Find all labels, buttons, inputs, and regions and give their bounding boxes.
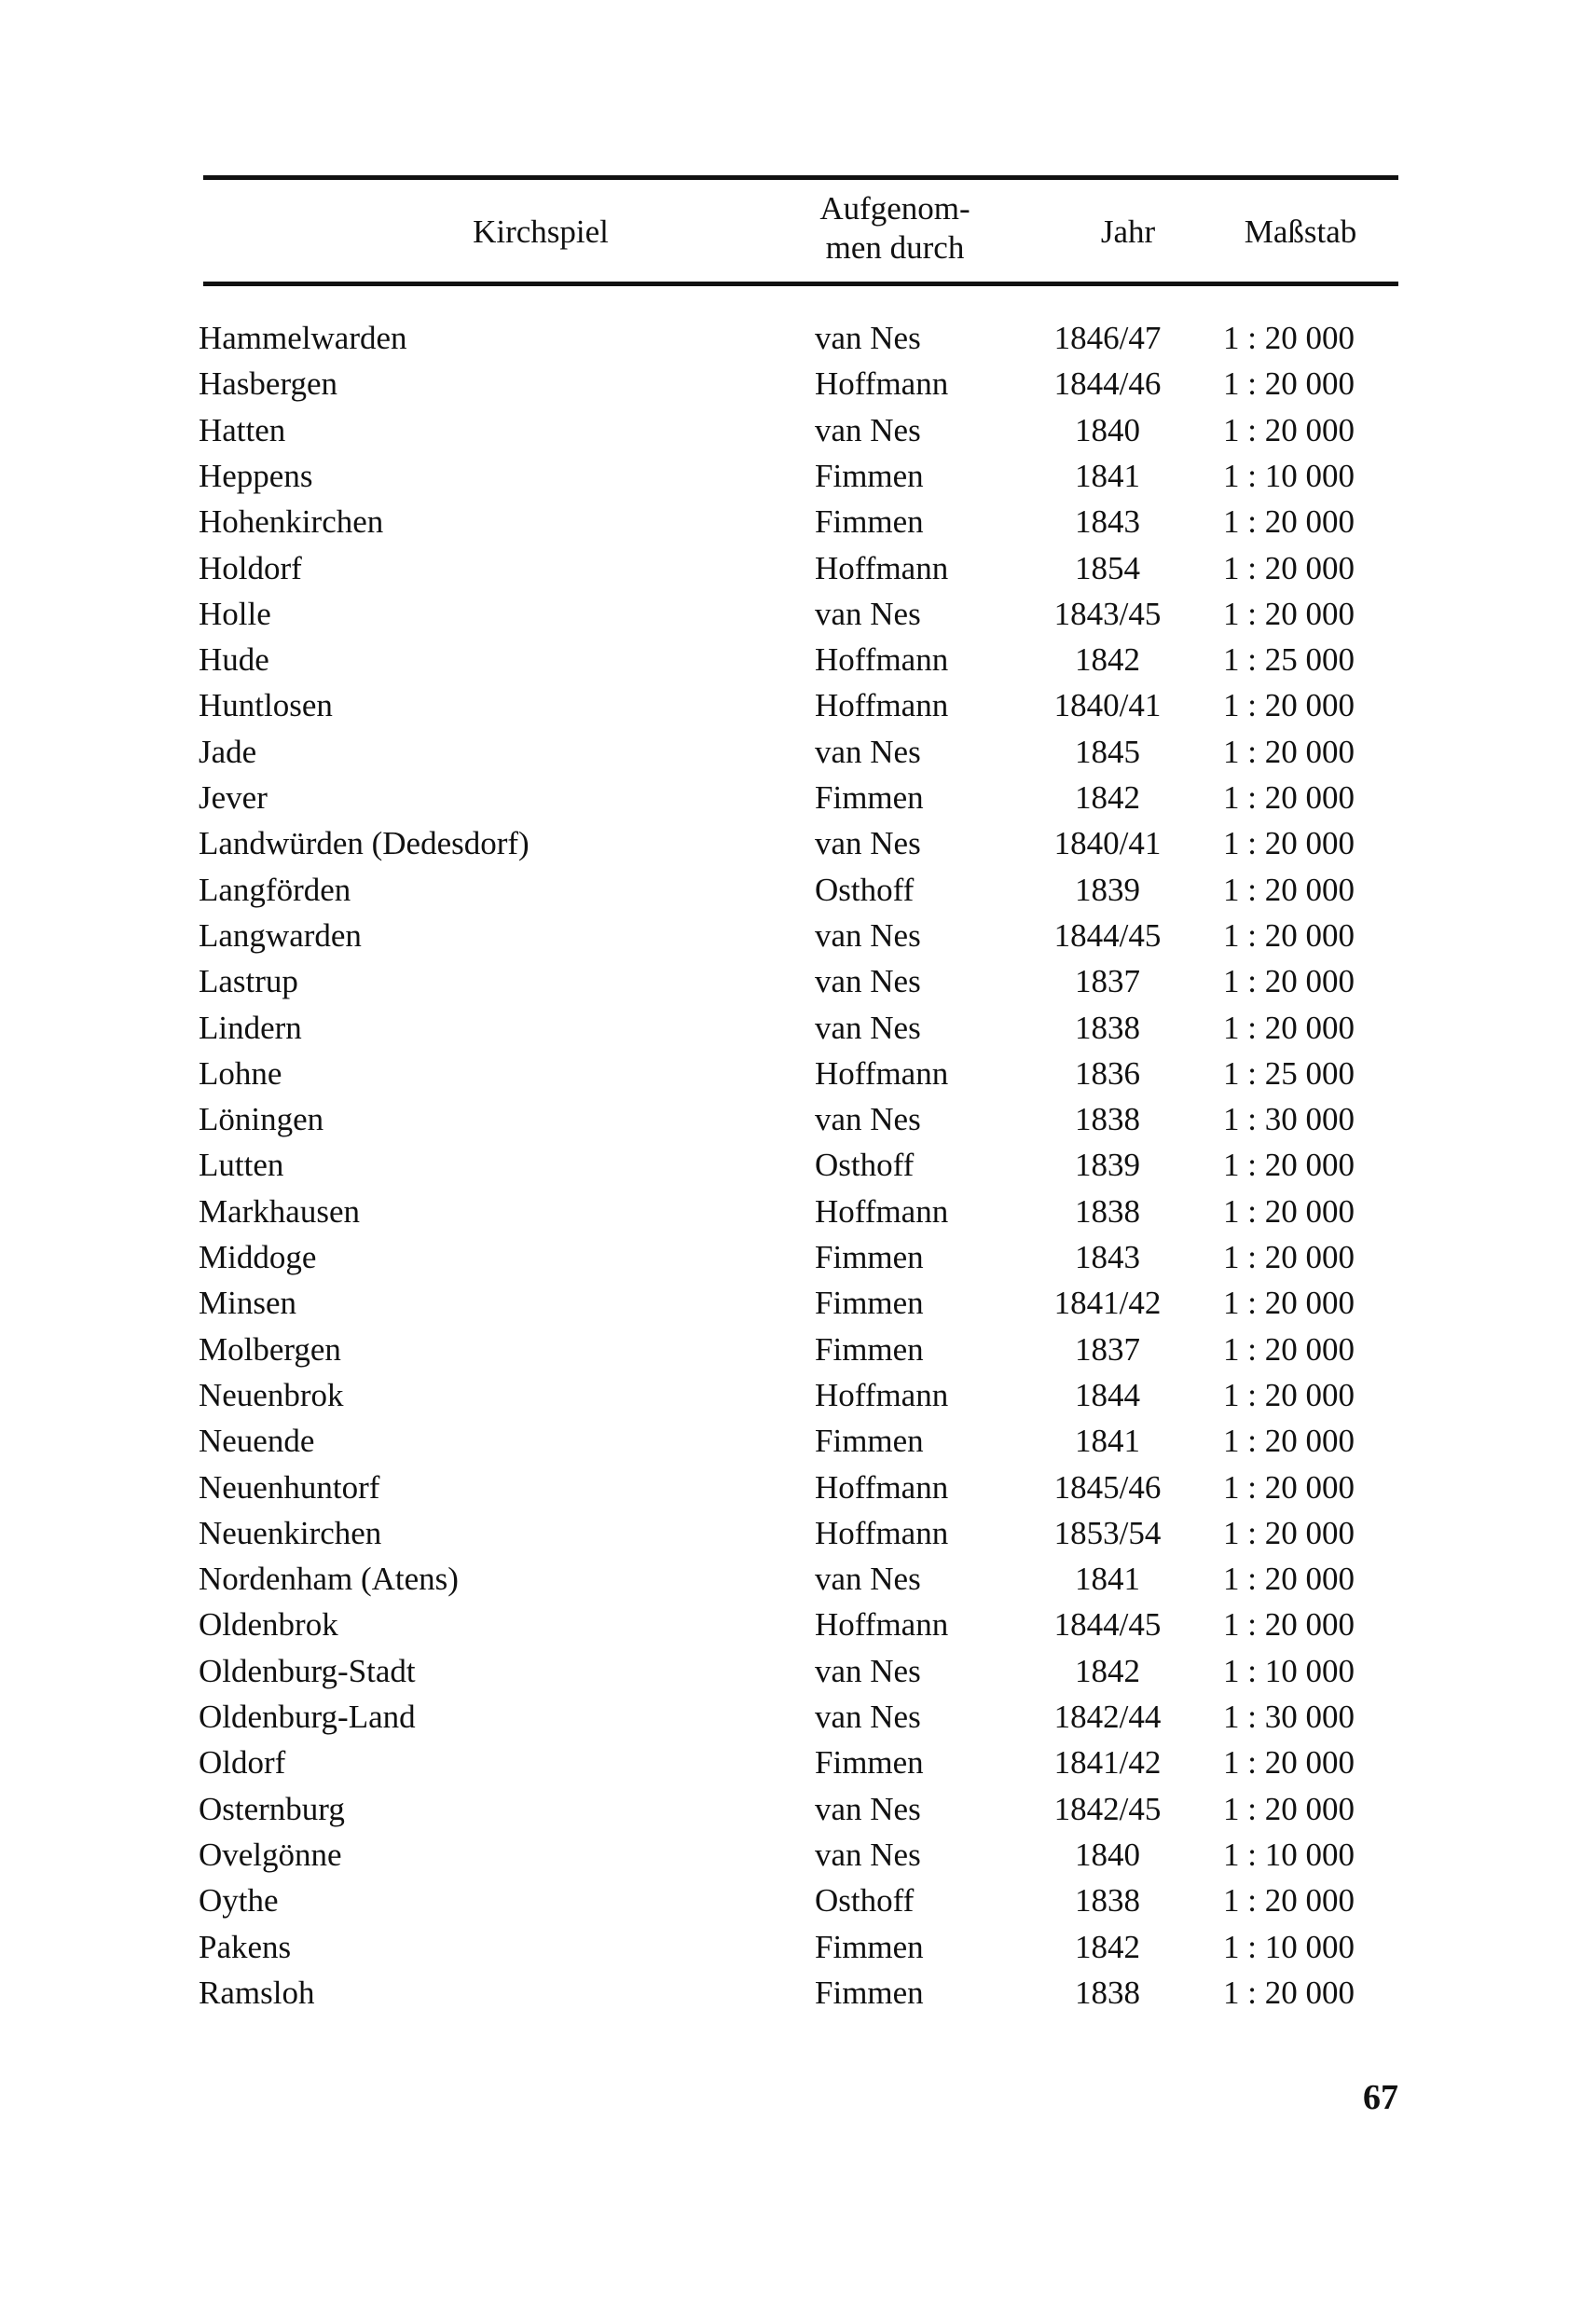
cell-aufgenommen-durch: Fimmen: [815, 1239, 924, 1275]
cell-jahr: 1844: [1075, 1377, 1140, 1413]
table-row: [0, 958, 1596, 1005]
cell-aufgenommen-durch: Hoffmann: [815, 1469, 949, 1506]
cell-massstab: 1 : 20 000: [1223, 1147, 1355, 1183]
table-row: [0, 1602, 1596, 1648]
cell-aufgenommen-durch: Fimmen: [815, 1423, 924, 1459]
table-row: [0, 682, 1596, 729]
cell-massstab: 1 : 20 000: [1223, 917, 1355, 954]
cell-aufgenommen-durch: Fimmen: [815, 458, 924, 494]
cell-aufgenommen-durch: van Nes: [815, 734, 921, 770]
cell-kirchspiel: Pakens: [199, 1929, 292, 1965]
table-row: [0, 1418, 1596, 1465]
cell-kirchspiel: Molbergen: [199, 1331, 341, 1368]
cell-aufgenommen-durch: van Nes: [815, 1791, 921, 1827]
cell-kirchspiel: Oldenburg-Land: [199, 1699, 416, 1735]
cell-massstab: 1 : 20 000: [1223, 1561, 1355, 1597]
cell-kirchspiel: Oldorf: [199, 1744, 286, 1781]
cell-kirchspiel: Hohenkirchen: [199, 503, 384, 540]
cell-jahr: 1843: [1075, 1239, 1140, 1275]
cell-aufgenommen-durch: van Nes: [815, 412, 921, 448]
cell-massstab: 1 : 20 000: [1223, 1331, 1355, 1368]
cell-kirchspiel: Jade: [199, 734, 257, 770]
header-kirchspiel: Kirchspiel: [473, 213, 609, 250]
table-row: [0, 1510, 1596, 1557]
table-row: [0, 729, 1596, 776]
cell-aufgenommen-durch: Hoffmann: [815, 1193, 949, 1230]
cell-aufgenommen-durch: Osthoff: [815, 1882, 915, 1919]
cell-kirchspiel: Hammelwarden: [199, 320, 407, 356]
cell-jahr: 1842/45: [1053, 1791, 1162, 1827]
cell-massstab: 1 : 30 000: [1223, 1699, 1355, 1735]
table-row: [0, 1465, 1596, 1511]
cell-massstab: 1 : 20 000: [1223, 1882, 1355, 1919]
cell-jahr: 1841/42: [1053, 1285, 1162, 1321]
cell-massstab: 1 : 20 000: [1223, 1469, 1355, 1506]
table-row: [0, 867, 1596, 914]
table-row: [0, 1096, 1596, 1143]
cell-aufgenommen-durch: van Nes: [815, 1101, 921, 1137]
cell-massstab: 1 : 10 000: [1223, 1837, 1355, 1873]
cell-aufgenommen-durch: Fimmen: [815, 1331, 924, 1368]
cell-aufgenommen-durch: Fimmen: [815, 1975, 924, 2011]
cell-aufgenommen-durch: Fimmen: [815, 503, 924, 540]
table-row: [0, 1786, 1596, 1833]
cell-jahr: 1843: [1075, 503, 1140, 540]
cell-jahr: 1838: [1075, 1193, 1140, 1230]
cell-kirchspiel: Lohne: [199, 1055, 282, 1092]
cell-kirchspiel: Langförden: [199, 872, 351, 908]
cell-aufgenommen-durch: Hoffmann: [815, 1515, 949, 1551]
cell-kirchspiel: Hasbergen: [199, 365, 338, 402]
table-row: [0, 1924, 1596, 1971]
cell-massstab: 1 : 25 000: [1223, 1055, 1355, 1092]
cell-kirchspiel: Markhausen: [199, 1193, 361, 1230]
cell-aufgenommen-durch: van Nes: [815, 825, 921, 861]
cell-jahr: 1844/45: [1053, 917, 1162, 954]
cell-jahr: 1844/46: [1053, 365, 1162, 402]
table-row: [0, 775, 1596, 821]
cell-jahr: 1839: [1075, 872, 1140, 908]
cell-massstab: 1 : 20 000: [1223, 320, 1355, 356]
cell-massstab: 1 : 20 000: [1223, 963, 1355, 999]
cell-jahr: 1842: [1075, 1653, 1140, 1689]
cell-massstab: 1 : 20 000: [1223, 825, 1355, 861]
cell-massstab: 1 : 20 000: [1223, 1239, 1355, 1275]
cell-aufgenommen-durch: van Nes: [815, 963, 921, 999]
cell-jahr: 1841: [1075, 1423, 1140, 1459]
cell-aufgenommen-durch: van Nes: [815, 1699, 921, 1735]
cell-massstab: 1 : 10 000: [1223, 458, 1355, 494]
cell-kirchspiel: Ovelgönne: [199, 1837, 342, 1873]
table-row: [0, 361, 1596, 407]
cell-kirchspiel: Lutten: [199, 1147, 284, 1183]
cell-massstab: 1 : 20 000: [1223, 1975, 1355, 2011]
table-row: [0, 1648, 1596, 1695]
cell-jahr: 1836: [1075, 1055, 1140, 1092]
table-row: [0, 1878, 1596, 1924]
cell-jahr: 1842/44: [1053, 1699, 1162, 1735]
cell-jahr: 1840: [1075, 1837, 1140, 1873]
cell-massstab: 1 : 20 000: [1223, 734, 1355, 770]
table-row: [0, 1051, 1596, 1097]
cell-jahr: 1842: [1075, 641, 1140, 678]
page-number: 67: [1363, 2078, 1398, 2117]
cell-kirchspiel: Oldenbrok: [199, 1606, 338, 1643]
cell-kirchspiel: Langwarden: [199, 917, 362, 954]
cell-kirchspiel: Jever: [199, 779, 268, 816]
table-header-rule: [203, 282, 1398, 286]
cell-jahr: 1845/46: [1053, 1469, 1162, 1506]
header-aufgenommen-line1: Aufgenom-: [819, 190, 970, 227]
cell-kirchspiel: Middoge: [199, 1239, 317, 1275]
cell-jahr: 1845: [1075, 734, 1140, 770]
cell-massstab: 1 : 20 000: [1223, 412, 1355, 448]
cell-jahr: 1853/54: [1053, 1515, 1162, 1551]
cell-kirchspiel: Heppens: [199, 458, 313, 494]
cell-aufgenommen-durch: Hoffmann: [815, 641, 949, 678]
cell-massstab: 1 : 20 000: [1223, 779, 1355, 816]
cell-aufgenommen-durch: Hoffmann: [815, 687, 949, 723]
cell-aufgenommen-durch: Osthoff: [815, 1147, 915, 1183]
cell-aufgenommen-durch: van Nes: [815, 596, 921, 632]
cell-kirchspiel: Hatten: [199, 412, 286, 448]
cell-jahr: 1841: [1075, 458, 1140, 494]
cell-aufgenommen-durch: Fimmen: [815, 1929, 924, 1965]
cell-aufgenommen-durch: van Nes: [815, 1010, 921, 1046]
cell-kirchspiel: Oldenburg-Stadt: [199, 1653, 416, 1689]
table-row: [0, 1694, 1596, 1741]
table-row: [0, 1142, 1596, 1189]
table-row: [0, 1005, 1596, 1052]
header-aufgenommen: [764, 189, 1025, 268]
cell-kirchspiel: Nordenham (Atens): [199, 1561, 459, 1597]
table-row: [0, 1280, 1596, 1327]
cell-jahr: 1842: [1075, 779, 1140, 816]
cell-massstab: 1 : 20 000: [1223, 1285, 1355, 1321]
cell-jahr: 1841/42: [1053, 1744, 1162, 1781]
cell-massstab: 1 : 20 000: [1223, 1515, 1355, 1551]
cell-aufgenommen-durch: van Nes: [815, 1561, 921, 1597]
cell-aufgenommen-durch: Fimmen: [815, 779, 924, 816]
cell-jahr: 1838: [1075, 1882, 1140, 1919]
cell-jahr: 1842: [1075, 1929, 1140, 1965]
cell-jahr: 1840: [1075, 412, 1140, 448]
cell-massstab: 1 : 20 000: [1223, 1193, 1355, 1230]
cell-massstab: 1 : 20 000: [1223, 1010, 1355, 1046]
cell-kirchspiel: Landwürden (Dedesdorf): [199, 825, 530, 861]
table-row: [0, 499, 1596, 545]
table-row: [0, 591, 1596, 638]
cell-massstab: 1 : 25 000: [1223, 641, 1355, 678]
cell-aufgenommen-durch: van Nes: [815, 1837, 921, 1873]
cell-aufgenommen-durch: van Nes: [815, 917, 921, 954]
cell-aufgenommen-durch: van Nes: [815, 320, 921, 356]
cell-massstab: 1 : 20 000: [1223, 365, 1355, 402]
cell-jahr: 1837: [1075, 963, 1140, 999]
cell-kirchspiel: Lastrup: [199, 963, 298, 999]
cell-kirchspiel: Minsen: [199, 1285, 296, 1321]
cell-aufgenommen-durch: Hoffmann: [815, 1377, 949, 1413]
cell-massstab: 1 : 20 000: [1223, 1791, 1355, 1827]
cell-massstab: 1 : 20 000: [1223, 550, 1355, 586]
table-row: [0, 1832, 1596, 1878]
cell-jahr: 1838: [1075, 1975, 1140, 2011]
header-jahr: Jahr: [1100, 213, 1156, 250]
cell-jahr: 1843/45: [1053, 596, 1162, 632]
cell-jahr: 1838: [1075, 1101, 1140, 1137]
cell-jahr: 1841: [1075, 1561, 1140, 1597]
cell-kirchspiel: Neuenhuntorf: [199, 1469, 380, 1506]
cell-massstab: 1 : 20 000: [1223, 1423, 1355, 1459]
cell-massstab: 1 : 30 000: [1223, 1101, 1355, 1137]
cell-kirchspiel: Neuenbrok: [199, 1377, 344, 1413]
cell-massstab: 1 : 20 000: [1223, 1744, 1355, 1781]
cell-massstab: 1 : 20 000: [1223, 1377, 1355, 1413]
cell-massstab: 1 : 20 000: [1223, 1606, 1355, 1643]
table-row: [0, 1740, 1596, 1786]
cell-jahr: 1838: [1075, 1010, 1140, 1046]
cell-aufgenommen-durch: Hoffmann: [815, 1055, 949, 1092]
cell-jahr: 1837: [1075, 1331, 1140, 1368]
cell-massstab: 1 : 20 000: [1223, 687, 1355, 723]
cell-kirchspiel: Löningen: [199, 1101, 324, 1137]
cell-kirchspiel: Huntlosen: [199, 687, 333, 723]
cell-aufgenommen-durch: Hoffmann: [815, 550, 949, 586]
header-massstab: Maßstab: [1244, 213, 1357, 250]
cell-kirchspiel: Hude: [199, 641, 269, 678]
cell-kirchspiel: Holle: [199, 596, 271, 632]
cell-kirchspiel: Neuende: [199, 1423, 315, 1459]
cell-aufgenommen-durch: Hoffmann: [815, 365, 949, 402]
cell-aufgenommen-durch: Osthoff: [815, 872, 915, 908]
cell-aufgenommen-durch: Fimmen: [815, 1744, 924, 1781]
cell-kirchspiel: Holdorf: [199, 550, 302, 586]
cell-massstab: 1 : 20 000: [1223, 872, 1355, 908]
cell-massstab: 1 : 10 000: [1223, 1929, 1355, 1965]
table-row: [0, 545, 1596, 592]
cell-massstab: 1 : 20 000: [1223, 503, 1355, 540]
cell-massstab: 1 : 10 000: [1223, 1653, 1355, 1689]
cell-kirchspiel: Neuenkirchen: [199, 1515, 382, 1551]
table-row: [0, 453, 1596, 500]
table-row: [0, 315, 1596, 362]
cell-kirchspiel: Osternburg: [199, 1791, 345, 1827]
table-row: [0, 1234, 1596, 1281]
table-row: [0, 1327, 1596, 1373]
table-top-rule: [203, 175, 1398, 180]
cell-jahr: 1846/47: [1053, 320, 1162, 356]
cell-jahr: 1854: [1075, 550, 1140, 586]
table-row: [0, 637, 1596, 683]
cell-aufgenommen-durch: Fimmen: [815, 1285, 924, 1321]
cell-jahr: 1840/41: [1053, 687, 1162, 723]
cell-aufgenommen-durch: van Nes: [815, 1653, 921, 1689]
table-row: [0, 1556, 1596, 1603]
table-row: [0, 1970, 1596, 2016]
cell-aufgenommen-durch: Hoffmann: [815, 1606, 949, 1643]
table-row: [0, 1189, 1596, 1235]
cell-jahr: 1844/45: [1053, 1606, 1162, 1643]
cell-jahr: 1839: [1075, 1147, 1140, 1183]
header-aufgenommen-line2: men durch: [825, 229, 965, 266]
table-row: [0, 820, 1596, 867]
table-row: [0, 1372, 1596, 1419]
table-row: [0, 407, 1596, 454]
cell-kirchspiel: Oythe: [199, 1882, 279, 1919]
table-row: [0, 913, 1596, 959]
cell-kirchspiel: Lindern: [199, 1010, 302, 1046]
cell-massstab: 1 : 20 000: [1223, 596, 1355, 632]
cell-kirchspiel: Ramsloh: [199, 1975, 315, 2011]
cell-jahr: 1840/41: [1053, 825, 1162, 861]
